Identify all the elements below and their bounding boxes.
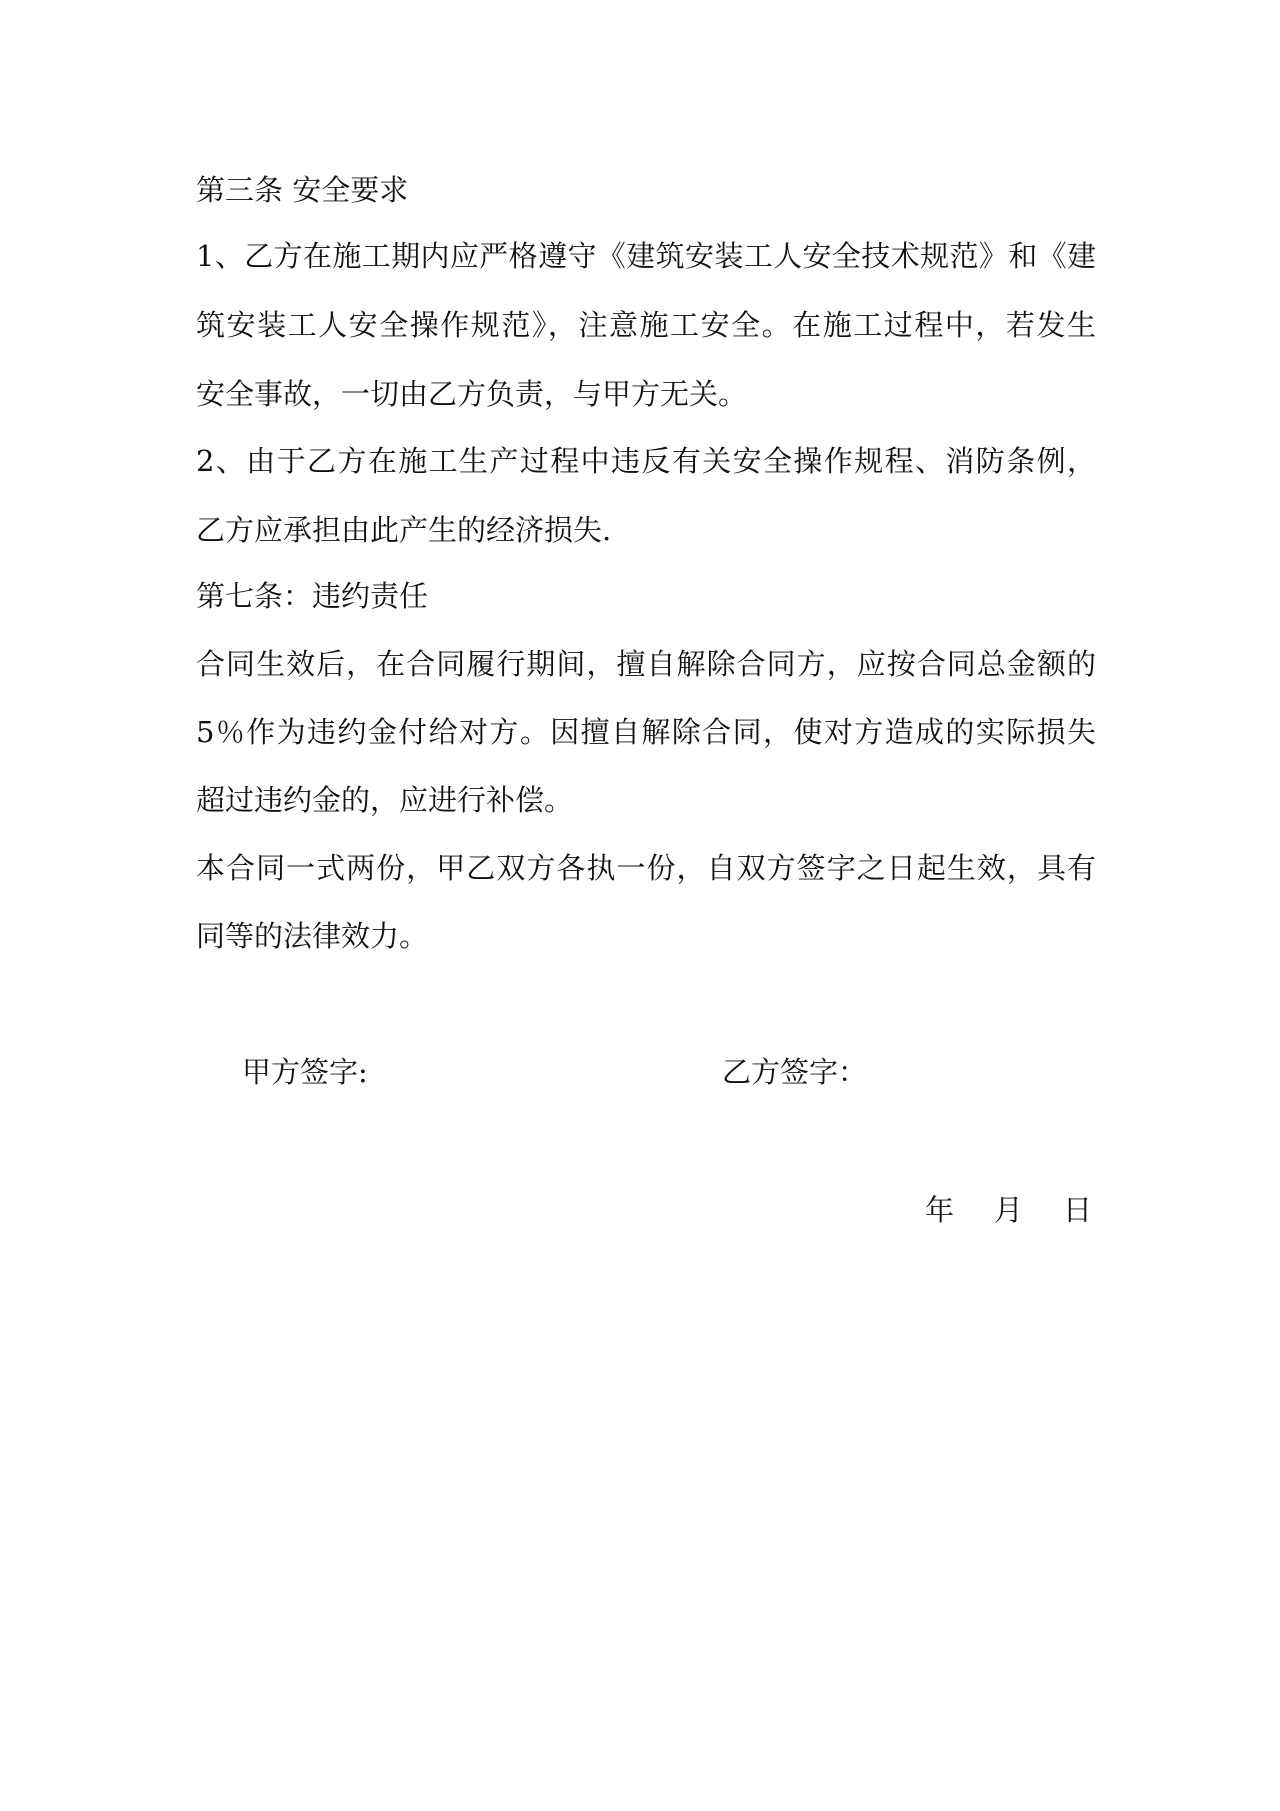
section3-item2-line2: 乙方应承担由此产生的经济损失. — [196, 513, 612, 547]
party-b-signature-label: 乙方签字： — [722, 1055, 868, 1089]
date-year: 年 — [924, 1193, 954, 1227]
section7-body-line1: 合同生效后，在合同履行期间，擅自解除合同方，应按合同总金额的 — [196, 647, 1096, 681]
section3-item2-line1: 2、由于乙方在施工生产过程中违反有关安全操作规程、消防条例， — [196, 444, 1096, 478]
closing-line1: 本合同一式两份，甲乙双方各执一份，自双方签字之日起生效，具有 — [196, 851, 1096, 885]
section7-heading: 第七条：违约责任 — [196, 579, 429, 613]
section7-body-line3: 超过违约金的，应进行补偿。 — [196, 783, 574, 817]
section3-item1-line1: 1、乙方在施工期内应严格遵守《建筑安装工人安全技术规范》和《建 — [196, 239, 1096, 273]
section3-item1-line3: 安全事故，一切由乙方负责，与甲方无关。 — [196, 377, 748, 411]
closing-line2: 同等的法律效力。 — [196, 919, 429, 953]
section3-heading: 第三条 安全要求 — [196, 173, 409, 207]
date-day: 日 — [1062, 1193, 1092, 1227]
section7-body-line2: 5％作为违约金付给对方。因擅自解除合同，使对方造成的实际损失 — [196, 715, 1096, 749]
signature-date — [925, 1190, 1092, 1230]
section3-item1-line2: 筑安装工人安全操作规范》，注意施工安全。在施工过程中，若发生 — [196, 308, 1096, 342]
party-a-signature-label: 甲方签字: — [242, 1055, 368, 1089]
date-month: 月 — [993, 1193, 1023, 1227]
